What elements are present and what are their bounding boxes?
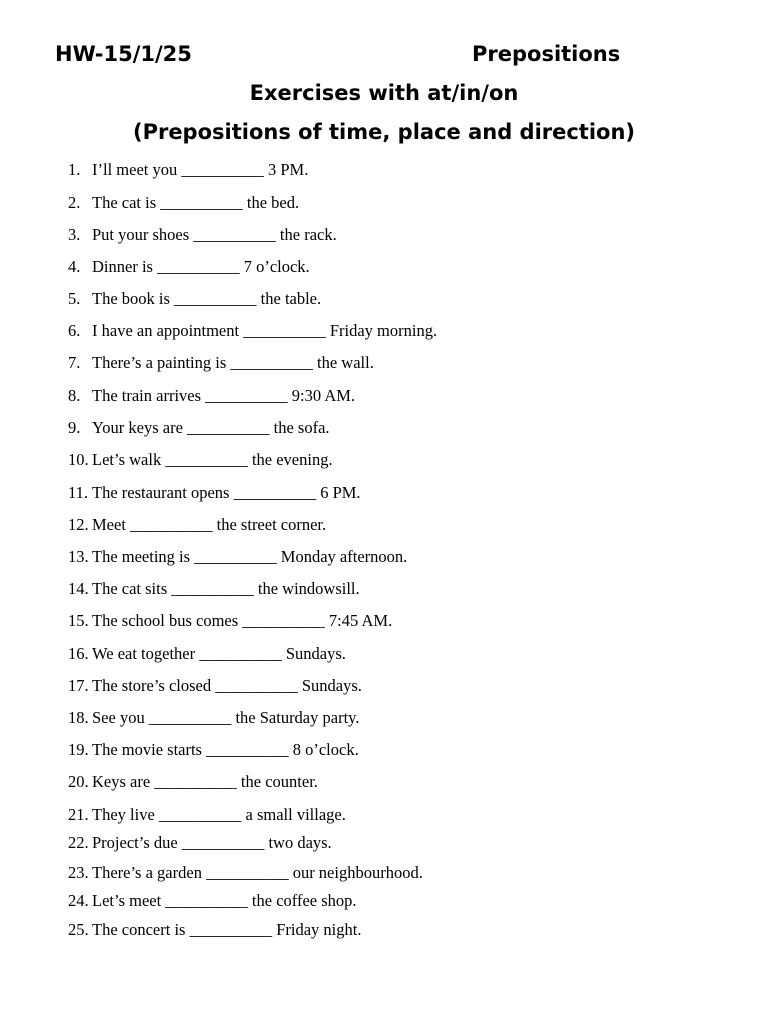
exercise-item (68, 772, 318, 792)
exercise-item (68, 547, 407, 567)
exercise-number: 14. (68, 579, 89, 598)
exercise-item (68, 225, 337, 245)
exercise-number: 20. (68, 772, 89, 791)
exercise-text: I’ll meet you __________ 3 PM. (92, 160, 309, 179)
exercise-item (68, 644, 346, 664)
exercise-number: 16. (68, 644, 89, 663)
exercise-item (68, 321, 437, 341)
exercise-number: 8. (68, 386, 81, 405)
exercise-item (68, 515, 326, 535)
exercise-text: Keys are __________ the counter. (92, 772, 318, 791)
exercise-text: Let’s meet __________ the coffee shop. (92, 891, 357, 910)
exercise-item (68, 160, 308, 180)
exercise-text: They live __________ a small village. (92, 805, 346, 824)
exercise-number: 13. (68, 547, 89, 566)
exercise-number: 25. (68, 920, 89, 939)
exercise-number: 15. (68, 611, 89, 630)
exercise-text: Dinner is __________ 7 o’clock. (92, 257, 310, 276)
exercise-number: 6. (68, 321, 81, 340)
exercise-text: The book is __________ the table. (92, 289, 322, 308)
exercise-number: 4. (68, 257, 81, 276)
exercise-item (68, 289, 321, 309)
exercise-item (68, 891, 357, 911)
exercise-text: There’s a garden __________ our neighbourhood. (92, 863, 423, 882)
exercise-number: 2. (68, 193, 81, 212)
exercise-number: 10. (68, 450, 89, 469)
exercise-number: 12. (68, 515, 89, 534)
exercise-text: The school bus comes __________ 7:45 AM. (92, 611, 393, 630)
exercise-item (68, 863, 423, 883)
exercise-text: The store’s closed __________ Sundays. (92, 676, 362, 695)
exercise-number: 5. (68, 289, 81, 308)
exercise-item (68, 676, 362, 696)
exercise-text: The cat sits __________ the windowsill. (92, 579, 360, 598)
exercise-text: The restaurant opens __________ 6 PM. (92, 483, 361, 502)
exercise-text: The movie starts __________ 8 o’clock. (92, 740, 359, 759)
exercise-item (68, 483, 361, 503)
exercise-text: The meeting is __________ Monday afternoon. (92, 547, 408, 566)
exercise-text: Meet __________ the street corner. (92, 515, 327, 534)
exercise-number: 18. (68, 708, 89, 727)
exercise-number: 9. (68, 418, 81, 437)
exercise-item (68, 386, 355, 406)
exercise-item (68, 193, 299, 213)
exercise-item (68, 708, 359, 728)
exercise-text: Let’s walk __________ the evening. (92, 450, 333, 469)
exercise-text: I have an appointment __________ Friday morning. (92, 321, 438, 340)
exercise-item (68, 257, 310, 277)
exercise-number: 7. (68, 353, 81, 372)
exercise-text: We eat together __________ Sundays. (92, 644, 346, 663)
exercise-number: 19. (68, 740, 89, 759)
exercise-item (68, 579, 360, 599)
exercise-number: 22. (68, 833, 89, 852)
page-subtitle: (Prepositions of time, place and direction) (132, 120, 636, 144)
exercise-text: The concert is __________ Friday night. (92, 920, 362, 939)
exercise-item (68, 418, 330, 438)
exercise-number: 23. (68, 863, 89, 882)
exercise-text: There’s a painting is __________ the wall. (92, 353, 374, 372)
page-title: Exercises with at/in/on (249, 81, 519, 105)
exercise-item (68, 611, 392, 631)
exercise-item (68, 353, 374, 373)
exercise-item (68, 450, 333, 470)
exercise-number: 24. (68, 891, 89, 910)
exercise-item (68, 920, 361, 940)
exercise-item (68, 740, 359, 760)
hw-date-label: HW-15/1/25 (55, 42, 192, 66)
topic-label: Prepositions (472, 42, 621, 66)
exercise-text: The train arrives __________ 9:30 AM. (92, 386, 356, 405)
exercise-item (68, 833, 332, 853)
exercise-item (68, 805, 346, 825)
exercise-number: 17. (68, 676, 89, 695)
exercise-text: Project’s due __________ two days. (92, 833, 332, 852)
exercise-number: 3. (68, 225, 81, 244)
exercise-text: Put your shoes __________ the rack. (92, 225, 337, 244)
exercise-text: The cat is __________ the bed. (92, 193, 300, 212)
exercise-number: 11. (68, 483, 89, 502)
exercise-number: 21. (68, 805, 89, 824)
exercise-number: 1. (68, 160, 81, 179)
exercise-text: See you __________ the Saturday party. (92, 708, 360, 727)
exercise-text: Your keys are __________ the sofa. (92, 418, 330, 437)
